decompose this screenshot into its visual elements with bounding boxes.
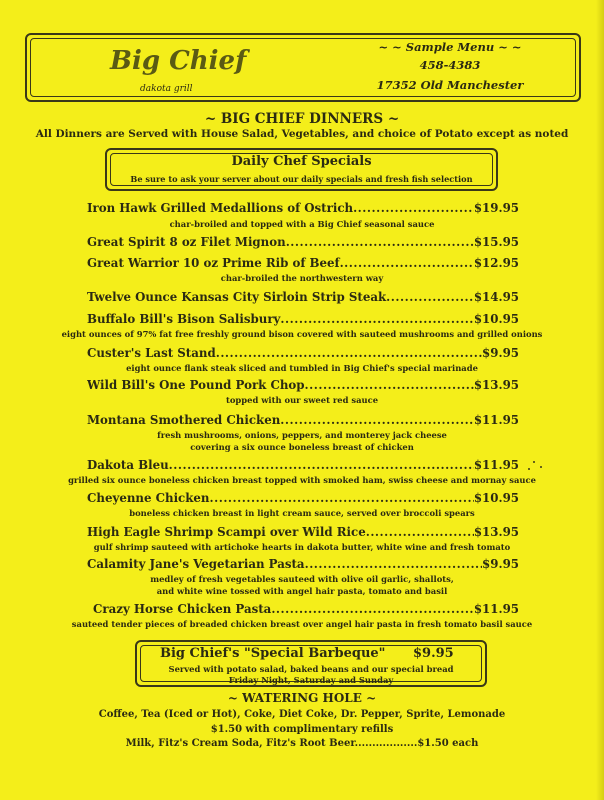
item-name: Wild Bill's One Pound Pork Chop: [87, 378, 305, 392]
barbeque-schedule: Friday Night, Saturday and Sunday: [228, 675, 394, 685]
menu-item: [87, 346, 519, 360]
item-name: Iron Hawk Grilled Medallions of Ostrich: [87, 201, 354, 215]
dinners-title: ~ BIG CHIEF DINNERS ~: [204, 111, 400, 127]
barbeque-price: $9.95: [413, 646, 454, 661]
item-price: $10.95: [473, 312, 519, 326]
barbeque-title: Big Chief's "Special Barbeque": [160, 646, 386, 661]
item-name: Crazy Horse Chicken Pasta: [93, 602, 272, 616]
menu-item: [87, 458, 519, 472]
item-name: Great Spirit 8 oz Filet Mignon: [87, 235, 286, 249]
print-speck: [533, 461, 535, 463]
item-price: $11.95: [473, 458, 519, 472]
item-description: grilled six ounce boneless chicken breast topped with smoked ham, swiss cheese and mornay sauce: [68, 475, 536, 485]
item-name: Cheyenne Chicken: [87, 491, 210, 505]
menu-item: [87, 235, 519, 249]
brand-subtitle: dakota grill: [140, 84, 193, 94]
print-speck: [540, 466, 542, 468]
item-price: $14.95: [473, 290, 519, 304]
item-name: Dakota Bleu: [87, 458, 169, 472]
address: 17352 Old Manchester: [376, 78, 524, 92]
item-name: Custer's Last Stand: [87, 346, 216, 360]
specials-note: Be sure to ask your server about our daily specials and fresh fish selection: [130, 174, 473, 184]
item-name: Montana Smothered Chicken: [87, 413, 281, 427]
brand-name: Big Chief: [110, 46, 247, 76]
item-description: and white wine tossed with angel hair pasta, tomato and basil: [156, 586, 448, 596]
item-description: boneless chicken breast in light cream sauce, served over broccoli spears: [129, 508, 475, 518]
drinks-list: Coffee, Tea (Iced or Hot), Coke, Diet Coke, Dr. Pepper, Sprite, Lemonade: [98, 709, 506, 720]
sample-menu-label: ~ ~ Sample Menu ~ ~: [378, 40, 522, 54]
drinks-price-note: $1.50 with complimentary refills: [210, 724, 394, 735]
menu-item: [87, 491, 519, 505]
phone-number: 458-4383: [419, 58, 481, 72]
item-price: $12.95: [473, 256, 519, 270]
item-name: Twelve Ounce Kansas City Sirloin Strip Steak: [87, 290, 387, 304]
print-speck: [528, 468, 530, 470]
barbeque-description: Served with potato salad, baked beans and our special bread: [168, 664, 454, 674]
menu-item: [87, 312, 519, 326]
item-description: covering a six ounce boneless breast of chicken: [190, 442, 414, 452]
item-description: topped with our sweet red sauce: [225, 395, 379, 405]
item-description: eight ounce flank steak sliced and tumbled in Big Chief's special marinade: [126, 363, 478, 373]
item-price: $10.95: [473, 491, 519, 505]
item-name: Buffalo Bill's Bison Salisbury: [87, 312, 281, 326]
item-price: $11.95: [473, 602, 519, 616]
item-price: $15.95: [473, 235, 519, 249]
item-description: char-broiled the northwestern way: [220, 273, 384, 283]
item-price: $9.95: [482, 346, 519, 360]
item-price: $13.95: [473, 525, 519, 539]
item-description: sauteed tender pieces of breaded chicken breast over angel hair pasta in fresh tomato basil sauce: [71, 619, 533, 629]
dinners-note: All Dinners are Served with House Salad, Vegetables, and choice of Potato except as noted: [35, 128, 569, 140]
specials-title: Daily Chef Specials: [231, 154, 372, 169]
menu-item: [87, 557, 519, 571]
item-description: fresh mushrooms, onions, peppers, and monterey jack cheese: [157, 430, 447, 440]
menu-item: [87, 290, 519, 304]
menu-item: [87, 256, 519, 270]
item-description: eight ounces of 97% fat free freshly ground bison covered with sauteed mushrooms and grilled onions: [61, 329, 543, 339]
item-description: char-broiled and topped with a Big Chief seasonal sauce: [169, 219, 435, 229]
menu-item: [87, 525, 519, 539]
item-price: $11.95: [473, 413, 519, 427]
menu-item: [87, 413, 519, 427]
watering-hole-title: ~ WATERING HOLE ~: [227, 691, 377, 705]
item-name: High Eagle Shrimp Scampi over Wild Rice: [87, 525, 366, 539]
extra-drinks-line: Milk, Fitz's Cream Soda, Fitz's Root Beer..................$1.50 each: [125, 738, 479, 749]
menu-item: [87, 378, 519, 392]
item-price: $9.95: [482, 557, 519, 571]
menu-item: [87, 201, 519, 215]
item-name: Great Warrior 10 oz Prime Rib of Beef: [87, 256, 340, 270]
item-name: Calamity Jane's Vegetarian Pasta: [87, 557, 305, 571]
item-description: gulf shrimp sauteed with artichoke hearts in dakota butter, white wine and fresh tomato: [93, 542, 511, 552]
item-description: medley of fresh vegetables sauteed with olive oil garlic, shallots,: [150, 574, 454, 584]
item-price: $13.95: [473, 378, 519, 392]
menu-item: [93, 602, 519, 616]
item-price: $19.95: [473, 201, 519, 215]
